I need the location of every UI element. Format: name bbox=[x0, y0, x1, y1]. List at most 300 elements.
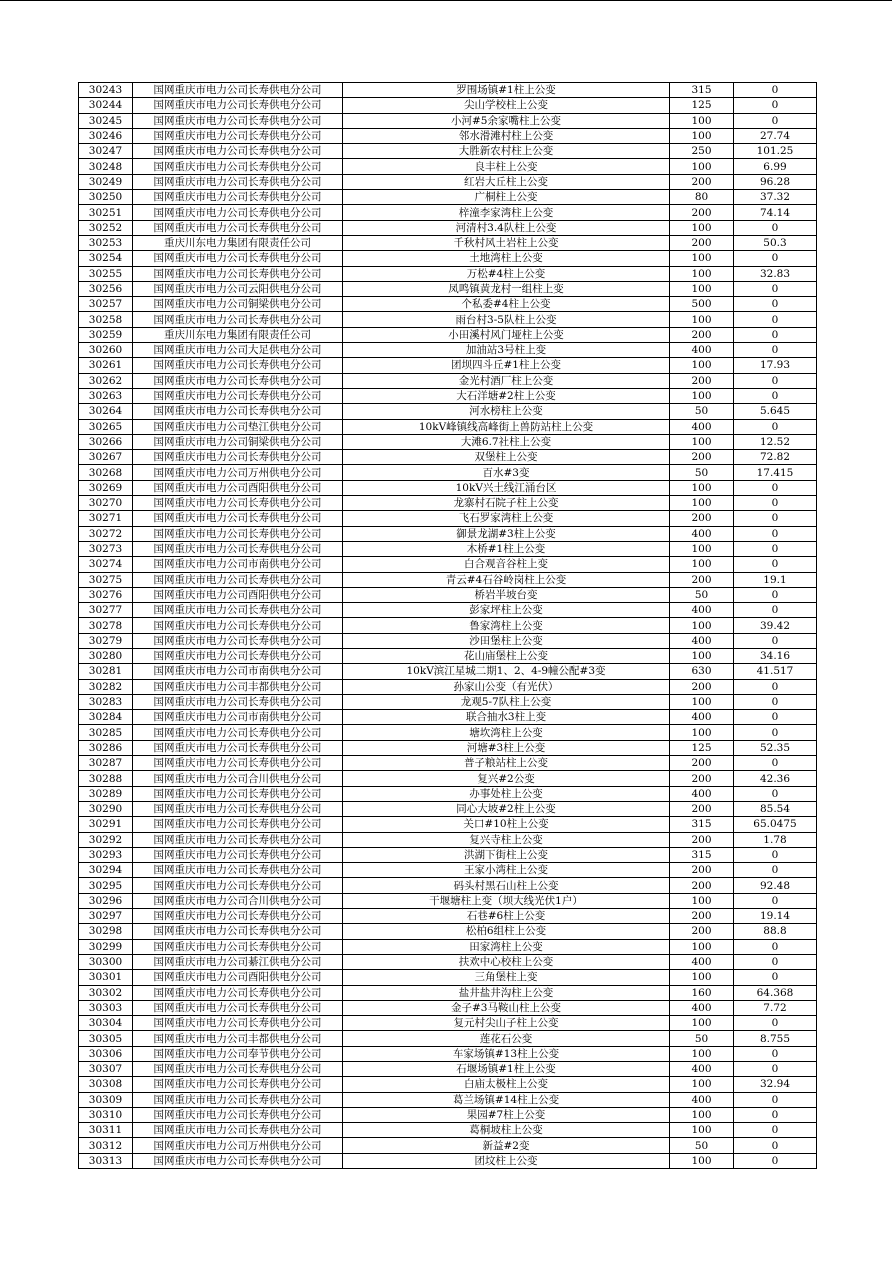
company-cell: 国网重庆市电力公司长寿供电分公司 bbox=[133, 98, 343, 113]
capacity-cell: 100 bbox=[670, 541, 734, 556]
value-cell: 0 bbox=[734, 327, 817, 342]
value-cell: 27.74 bbox=[734, 128, 817, 143]
company-cell: 国网重庆市电力公司长寿供电分公司 bbox=[133, 1077, 343, 1092]
table-row bbox=[79, 954, 817, 969]
value-cell: 0 bbox=[734, 251, 817, 266]
value-cell: 0 bbox=[734, 312, 817, 327]
capacity-cell: 100 bbox=[670, 893, 734, 908]
value-cell: 0 bbox=[734, 343, 817, 358]
row-id-cell: 30249 bbox=[79, 174, 133, 189]
table-row bbox=[79, 817, 817, 832]
row-id-cell: 30308 bbox=[79, 1077, 133, 1092]
row-id-cell: 30251 bbox=[79, 205, 133, 220]
company-cell: 国网重庆市电力公司长寿供电分公司 bbox=[133, 1153, 343, 1168]
table-row bbox=[79, 664, 817, 679]
transformer-name-cell: 青云#4石谷岭岗柱上公变 bbox=[343, 572, 670, 587]
value-cell: 0 bbox=[734, 1046, 817, 1061]
table-row bbox=[79, 557, 817, 572]
company-cell: 国网重庆市电力公司云阳供电分公司 bbox=[133, 281, 343, 296]
row-id-cell: 30290 bbox=[79, 801, 133, 816]
value-cell: 0 bbox=[734, 113, 817, 128]
transformer-name-cell: 梓潼李家湾柱上公变 bbox=[343, 205, 670, 220]
value-cell: 19.14 bbox=[734, 909, 817, 924]
table-row bbox=[79, 281, 817, 296]
transformer-name-cell: 团坝四斗丘#1柱上公变 bbox=[343, 358, 670, 373]
transformer-name-cell: 彭家坪柱上公变 bbox=[343, 603, 670, 618]
row-id-cell: 30243 bbox=[79, 83, 133, 98]
capacity-cell: 50 bbox=[670, 1138, 734, 1153]
row-id-cell: 30246 bbox=[79, 128, 133, 143]
capacity-cell: 100 bbox=[670, 128, 734, 143]
company-cell: 国网重庆市电力公司合川供电分公司 bbox=[133, 771, 343, 786]
value-cell: 0 bbox=[734, 281, 817, 296]
table-row bbox=[79, 251, 817, 266]
transformer-name-cell: 田家湾柱上公变 bbox=[343, 939, 670, 954]
table-row bbox=[79, 98, 817, 113]
transformer-name-cell: 罗围场镇#1柱上公变 bbox=[343, 83, 670, 98]
row-id-cell: 30264 bbox=[79, 404, 133, 419]
company-cell: 国网重庆市电力公司长寿供电分公司 bbox=[133, 404, 343, 419]
value-cell: 17.415 bbox=[734, 465, 817, 480]
row-id-cell: 30277 bbox=[79, 603, 133, 618]
transformer-name-cell: 沙田堡柱上公变 bbox=[343, 633, 670, 648]
value-cell: 0 bbox=[734, 83, 817, 98]
company-cell: 国网重庆市电力公司铜梁供电分公司 bbox=[133, 434, 343, 449]
row-id-cell: 30288 bbox=[79, 771, 133, 786]
capacity-cell: 200 bbox=[670, 205, 734, 220]
value-cell: 0 bbox=[734, 847, 817, 862]
transformer-name-cell: 码头村黑石山柱上公变 bbox=[343, 878, 670, 893]
value-cell: 96.28 bbox=[734, 174, 817, 189]
table-row bbox=[79, 1123, 817, 1138]
transformer-name-cell: 河清村3.4队柱上公变 bbox=[343, 220, 670, 235]
value-cell: 0 bbox=[734, 694, 817, 709]
substation-table bbox=[78, 82, 817, 1169]
capacity-cell: 125 bbox=[670, 98, 734, 113]
table-row bbox=[79, 1000, 817, 1015]
transformer-name-cell: 同心大坡#2柱上公变 bbox=[343, 801, 670, 816]
table-row bbox=[79, 343, 817, 358]
transformer-name-cell: 龙寨村石院子柱上公变 bbox=[343, 496, 670, 511]
row-id-cell: 30302 bbox=[79, 985, 133, 1000]
value-cell: 0 bbox=[734, 954, 817, 969]
row-id-cell: 30309 bbox=[79, 1092, 133, 1107]
value-cell: 32.94 bbox=[734, 1077, 817, 1092]
company-cell: 国网重庆市电力公司长寿供电分公司 bbox=[133, 603, 343, 618]
capacity-cell: 315 bbox=[670, 817, 734, 832]
row-id-cell: 30299 bbox=[79, 939, 133, 954]
company-cell: 国网重庆市电力公司长寿供电分公司 bbox=[133, 786, 343, 801]
company-cell: 国网重庆市电力公司丰都供电分公司 bbox=[133, 679, 343, 694]
value-cell: 0 bbox=[734, 939, 817, 954]
capacity-cell: 100 bbox=[670, 251, 734, 266]
company-cell: 重庆川东电力集团有限责任公司 bbox=[133, 327, 343, 342]
capacity-cell: 400 bbox=[670, 603, 734, 618]
value-cell: 65.0475 bbox=[734, 817, 817, 832]
company-cell: 国网重庆市电力公司奉节供电分公司 bbox=[133, 1046, 343, 1061]
transformer-name-cell: 三角堡柱上变 bbox=[343, 970, 670, 985]
transformer-name-cell: 10kV滨江星城二期1、2、4-9幢公配#3变 bbox=[343, 664, 670, 679]
table-row bbox=[79, 603, 817, 618]
capacity-cell: 50 bbox=[670, 1031, 734, 1046]
row-id-cell: 30275 bbox=[79, 572, 133, 587]
row-id-cell: 30268 bbox=[79, 465, 133, 480]
row-id-cell: 30279 bbox=[79, 633, 133, 648]
company-cell: 国网重庆市电力公司长寿供电分公司 bbox=[133, 113, 343, 128]
capacity-cell: 100 bbox=[670, 725, 734, 740]
company-cell: 国网重庆市电力公司长寿供电分公司 bbox=[133, 756, 343, 771]
company-cell: 国网重庆市电力公司长寿供电分公司 bbox=[133, 496, 343, 511]
company-cell: 重庆川东电力集团有限责任公司 bbox=[133, 235, 343, 250]
value-cell: 0 bbox=[734, 1138, 817, 1153]
transformer-name-cell: 扶欢中心校柱上公变 bbox=[343, 954, 670, 969]
transformer-name-cell: 红岩大丘柱上公变 bbox=[343, 174, 670, 189]
capacity-cell: 100 bbox=[670, 358, 734, 373]
company-cell: 国网重庆市电力公司大足供电分公司 bbox=[133, 343, 343, 358]
transformer-name-cell: 千秋村风土岩柱上公变 bbox=[343, 235, 670, 250]
row-id-cell: 30313 bbox=[79, 1153, 133, 1168]
value-cell: 5.645 bbox=[734, 404, 817, 419]
table-row bbox=[79, 220, 817, 235]
transformer-name-cell: 河塘#3柱上公变 bbox=[343, 740, 670, 755]
table-row bbox=[79, 939, 817, 954]
capacity-cell: 100 bbox=[670, 1016, 734, 1031]
company-cell: 国网重庆市电力公司长寿供电分公司 bbox=[133, 251, 343, 266]
value-cell: 0 bbox=[734, 496, 817, 511]
page-top-rule bbox=[0, 0, 892, 1]
table-row bbox=[79, 909, 817, 924]
transformer-name-cell: 10kV峰镇线高峰街上兽防站柱上公变 bbox=[343, 419, 670, 434]
transformer-name-cell: 土地湾柱上公变 bbox=[343, 251, 670, 266]
table-row bbox=[79, 327, 817, 342]
row-id-cell: 30297 bbox=[79, 909, 133, 924]
table-row bbox=[79, 541, 817, 556]
transformer-name-cell: 车家场镇#13柱上公变 bbox=[343, 1046, 670, 1061]
value-cell: 0 bbox=[734, 1092, 817, 1107]
row-id-cell: 30298 bbox=[79, 924, 133, 939]
table-row bbox=[79, 174, 817, 189]
row-id-cell: 30271 bbox=[79, 511, 133, 526]
row-id-cell: 30263 bbox=[79, 388, 133, 403]
company-cell: 国网重庆市电力公司长寿供电分公司 bbox=[133, 190, 343, 205]
company-cell: 国网重庆市电力公司长寿供电分公司 bbox=[133, 526, 343, 541]
value-cell: 0 bbox=[734, 1062, 817, 1077]
row-id-cell: 30303 bbox=[79, 1000, 133, 1015]
capacity-cell: 100 bbox=[670, 496, 734, 511]
value-cell: 0 bbox=[734, 1107, 817, 1122]
table-row bbox=[79, 893, 817, 908]
table-row bbox=[79, 878, 817, 893]
row-id-cell: 30296 bbox=[79, 893, 133, 908]
transformer-name-cell: 鲁家湾柱上公变 bbox=[343, 618, 670, 633]
transformer-name-cell: 盐井盐井沟柱上公变 bbox=[343, 985, 670, 1000]
company-cell: 国网重庆市电力公司綦江供电分公司 bbox=[133, 954, 343, 969]
table-row bbox=[79, 725, 817, 740]
transformer-name-cell: 松柏6组柱上公变 bbox=[343, 924, 670, 939]
capacity-cell: 50 bbox=[670, 587, 734, 602]
transformer-name-cell: 小河#5余家嘴柱上公变 bbox=[343, 113, 670, 128]
capacity-cell: 100 bbox=[670, 113, 734, 128]
value-cell: 92.48 bbox=[734, 878, 817, 893]
value-cell: 0 bbox=[734, 98, 817, 113]
row-id-cell: 30306 bbox=[79, 1046, 133, 1061]
company-cell: 国网重庆市电力公司长寿供电分公司 bbox=[133, 373, 343, 388]
company-cell: 国网重庆市电力公司长寿供电分公司 bbox=[133, 159, 343, 174]
row-id-cell: 30276 bbox=[79, 587, 133, 602]
row-id-cell: 30274 bbox=[79, 557, 133, 572]
capacity-cell: 200 bbox=[670, 327, 734, 342]
value-cell: 1.78 bbox=[734, 832, 817, 847]
row-id-cell: 30258 bbox=[79, 312, 133, 327]
transformer-name-cell: 尖山学校柱上公变 bbox=[343, 98, 670, 113]
value-cell: 0 bbox=[734, 297, 817, 312]
row-id-cell: 30300 bbox=[79, 954, 133, 969]
row-id-cell: 30256 bbox=[79, 281, 133, 296]
company-cell: 国网重庆市电力公司长寿供电分公司 bbox=[133, 220, 343, 235]
capacity-cell: 200 bbox=[670, 801, 734, 816]
value-cell: 6.99 bbox=[734, 159, 817, 174]
capacity-cell: 100 bbox=[670, 694, 734, 709]
company-cell: 国网重庆市电力公司长寿供电分公司 bbox=[133, 450, 343, 465]
value-cell: 34.16 bbox=[734, 648, 817, 663]
capacity-cell: 400 bbox=[670, 1062, 734, 1077]
value-cell: 74.14 bbox=[734, 205, 817, 220]
capacity-cell: 200 bbox=[670, 924, 734, 939]
capacity-cell: 160 bbox=[670, 985, 734, 1000]
transformer-name-cell: 桥岩半坡台变 bbox=[343, 587, 670, 602]
capacity-cell: 100 bbox=[670, 1077, 734, 1092]
table-row bbox=[79, 832, 817, 847]
row-id-cell: 30270 bbox=[79, 496, 133, 511]
table-row bbox=[79, 694, 817, 709]
company-cell: 国网重庆市电力公司长寿供电分公司 bbox=[133, 511, 343, 526]
row-id-cell: 30283 bbox=[79, 694, 133, 709]
transformer-name-cell: 办事处柱上公变 bbox=[343, 786, 670, 801]
transformer-name-cell: 个私委#4柱上公变 bbox=[343, 297, 670, 312]
company-cell: 国网重庆市电力公司长寿供电分公司 bbox=[133, 909, 343, 924]
table-row bbox=[79, 786, 817, 801]
row-id-cell: 30282 bbox=[79, 679, 133, 694]
table-row bbox=[79, 159, 817, 174]
company-cell: 国网重庆市电力公司长寿供电分公司 bbox=[133, 266, 343, 281]
company-cell: 国网重庆市电力公司长寿供电分公司 bbox=[133, 847, 343, 862]
row-id-cell: 30304 bbox=[79, 1016, 133, 1031]
company-cell: 国网重庆市电力公司万州供电分公司 bbox=[133, 465, 343, 480]
capacity-cell: 200 bbox=[670, 756, 734, 771]
row-id-cell: 30254 bbox=[79, 251, 133, 266]
table-row bbox=[79, 1138, 817, 1153]
transformer-name-cell: 金子#3马鞍山柱上公变 bbox=[343, 1000, 670, 1015]
capacity-cell: 315 bbox=[670, 847, 734, 862]
capacity-cell: 200 bbox=[670, 174, 734, 189]
company-cell: 国网重庆市电力公司长寿供电分公司 bbox=[133, 832, 343, 847]
value-cell: 0 bbox=[734, 388, 817, 403]
company-cell: 国网重庆市电力公司长寿供电分公司 bbox=[133, 1107, 343, 1122]
company-cell: 国网重庆市电力公司长寿供电分公司 bbox=[133, 648, 343, 663]
capacity-cell: 100 bbox=[670, 939, 734, 954]
value-cell: 0 bbox=[734, 587, 817, 602]
table-row bbox=[79, 648, 817, 663]
transformer-name-cell: 白合观音谷柱上变 bbox=[343, 557, 670, 572]
transformer-name-cell: 木桥#1柱上公变 bbox=[343, 541, 670, 556]
row-id-cell: 30281 bbox=[79, 664, 133, 679]
value-cell: 0 bbox=[734, 526, 817, 541]
row-id-cell: 30294 bbox=[79, 863, 133, 878]
capacity-cell: 100 bbox=[670, 1123, 734, 1138]
transformer-name-cell: 石巷#6柱上公变 bbox=[343, 909, 670, 924]
table-row bbox=[79, 266, 817, 281]
transformer-name-cell: 干堰塘柱上变（坝大线光伏1户） bbox=[343, 893, 670, 908]
row-id-cell: 30295 bbox=[79, 878, 133, 893]
company-cell: 国网重庆市电力公司长寿供电分公司 bbox=[133, 1123, 343, 1138]
table-row bbox=[79, 679, 817, 694]
row-id-cell: 30244 bbox=[79, 98, 133, 113]
value-cell: 0 bbox=[734, 863, 817, 878]
transformer-name-cell: 广桐柱上公变 bbox=[343, 190, 670, 205]
capacity-cell: 400 bbox=[670, 633, 734, 648]
capacity-cell: 250 bbox=[670, 144, 734, 159]
capacity-cell: 200 bbox=[670, 878, 734, 893]
capacity-cell: 100 bbox=[670, 281, 734, 296]
table-row bbox=[79, 465, 817, 480]
table-body bbox=[79, 83, 817, 1169]
capacity-cell: 100 bbox=[670, 1046, 734, 1061]
value-cell: 0 bbox=[734, 419, 817, 434]
transformer-name-cell: 万松#4柱上公变 bbox=[343, 266, 670, 281]
company-cell: 国网重庆市电力公司铜梁供电分公司 bbox=[133, 297, 343, 312]
capacity-cell: 400 bbox=[670, 419, 734, 434]
table-row bbox=[79, 1092, 817, 1107]
row-id-cell: 30272 bbox=[79, 526, 133, 541]
capacity-cell: 200 bbox=[670, 832, 734, 847]
transformer-name-cell: 龙观5-7队柱上公变 bbox=[343, 694, 670, 709]
transformer-name-cell: 葛兰场镇#14柱上公变 bbox=[343, 1092, 670, 1107]
table-row bbox=[79, 740, 817, 755]
table-row bbox=[79, 924, 817, 939]
company-cell: 国网重庆市电力公司长寿供电分公司 bbox=[133, 1062, 343, 1077]
capacity-cell: 100 bbox=[670, 266, 734, 281]
value-cell: 8.755 bbox=[734, 1031, 817, 1046]
transformer-name-cell: 团坟柱上公变 bbox=[343, 1153, 670, 1168]
capacity-cell: 125 bbox=[670, 740, 734, 755]
company-cell: 国网重庆市电力公司合川供电分公司 bbox=[133, 893, 343, 908]
transformer-name-cell: 白庙太极柱上公变 bbox=[343, 1077, 670, 1092]
company-cell: 国网重庆市电力公司长寿供电分公司 bbox=[133, 878, 343, 893]
row-id-cell: 30257 bbox=[79, 297, 133, 312]
value-cell: 0 bbox=[734, 557, 817, 572]
value-cell: 39.42 bbox=[734, 618, 817, 633]
capacity-cell: 100 bbox=[670, 1107, 734, 1122]
transformer-name-cell: 新益#2变 bbox=[343, 1138, 670, 1153]
value-cell: 17.93 bbox=[734, 358, 817, 373]
capacity-cell: 200 bbox=[670, 511, 734, 526]
company-cell: 国网重庆市电力公司长寿供电分公司 bbox=[133, 939, 343, 954]
transformer-name-cell: 王家小湾柱上公变 bbox=[343, 863, 670, 878]
row-id-cell: 30262 bbox=[79, 373, 133, 388]
table-row bbox=[79, 144, 817, 159]
company-cell: 国网重庆市电力公司长寿供电分公司 bbox=[133, 694, 343, 709]
table-row bbox=[79, 511, 817, 526]
company-cell: 国网重庆市电力公司丰都供电分公司 bbox=[133, 1031, 343, 1046]
company-cell: 国网重庆市电力公司长寿供电分公司 bbox=[133, 358, 343, 373]
row-id-cell: 30278 bbox=[79, 618, 133, 633]
transformer-name-cell: 复兴寺柱上公变 bbox=[343, 832, 670, 847]
capacity-cell: 100 bbox=[670, 220, 734, 235]
transformer-name-cell: 御景龙湖#3柱上公变 bbox=[343, 526, 670, 541]
capacity-cell: 200 bbox=[670, 373, 734, 388]
company-cell: 国网重庆市电力公司长寿供电分公司 bbox=[133, 801, 343, 816]
company-cell: 国网重庆市电力公司长寿供电分公司 bbox=[133, 924, 343, 939]
row-id-cell: 30291 bbox=[79, 817, 133, 832]
value-cell: 0 bbox=[734, 1153, 817, 1168]
table-row bbox=[79, 419, 817, 434]
row-id-cell: 30292 bbox=[79, 832, 133, 847]
transformer-name-cell: 葛桐坡柱上公变 bbox=[343, 1123, 670, 1138]
value-cell: 88.8 bbox=[734, 924, 817, 939]
table-row bbox=[79, 756, 817, 771]
value-cell: 101.25 bbox=[734, 144, 817, 159]
transformer-name-cell: 金光村酒厂柱上公变 bbox=[343, 373, 670, 388]
value-cell: 0 bbox=[734, 970, 817, 985]
value-cell: 0 bbox=[734, 893, 817, 908]
table-row bbox=[79, 388, 817, 403]
row-id-cell: 30310 bbox=[79, 1107, 133, 1122]
row-id-cell: 30245 bbox=[79, 113, 133, 128]
capacity-cell: 200 bbox=[670, 909, 734, 924]
transformer-name-cell: 关口#10柱上公变 bbox=[343, 817, 670, 832]
row-id-cell: 30259 bbox=[79, 327, 133, 342]
row-id-cell: 30273 bbox=[79, 541, 133, 556]
value-cell: 19.1 bbox=[734, 572, 817, 587]
capacity-cell: 200 bbox=[670, 679, 734, 694]
table-row bbox=[79, 404, 817, 419]
capacity-cell: 50 bbox=[670, 404, 734, 419]
row-id-cell: 30255 bbox=[79, 266, 133, 281]
value-cell: 0 bbox=[734, 511, 817, 526]
transformer-name-cell: 普子粮站柱上公变 bbox=[343, 756, 670, 771]
value-cell: 41.517 bbox=[734, 664, 817, 679]
row-id-cell: 30280 bbox=[79, 648, 133, 663]
transformer-name-cell: 百水#3变 bbox=[343, 465, 670, 480]
capacity-cell: 80 bbox=[670, 190, 734, 205]
table-row bbox=[79, 1031, 817, 1046]
company-cell: 国网重庆市电力公司长寿供电分公司 bbox=[133, 863, 343, 878]
table-row bbox=[79, 113, 817, 128]
value-cell: 32.83 bbox=[734, 266, 817, 281]
company-cell: 国网重庆市电力公司垫江供电分公司 bbox=[133, 419, 343, 434]
row-id-cell: 30260 bbox=[79, 343, 133, 358]
capacity-cell: 400 bbox=[670, 343, 734, 358]
row-id-cell: 30287 bbox=[79, 756, 133, 771]
table-row bbox=[79, 633, 817, 648]
value-cell: 0 bbox=[734, 725, 817, 740]
row-id-cell: 30250 bbox=[79, 190, 133, 205]
table-row bbox=[79, 235, 817, 250]
value-cell: 85.54 bbox=[734, 801, 817, 816]
capacity-cell: 315 bbox=[670, 83, 734, 98]
value-cell: 7.72 bbox=[734, 1000, 817, 1015]
capacity-cell: 100 bbox=[670, 557, 734, 572]
row-id-cell: 30252 bbox=[79, 220, 133, 235]
capacity-cell: 100 bbox=[670, 480, 734, 495]
transformer-name-cell: 小田溪村风门垭柱上公变 bbox=[343, 327, 670, 342]
table-row bbox=[79, 618, 817, 633]
row-id-cell: 30261 bbox=[79, 358, 133, 373]
row-id-cell: 30248 bbox=[79, 159, 133, 174]
capacity-cell: 200 bbox=[670, 863, 734, 878]
company-cell: 国网重庆市电力公司酉阳供电分公司 bbox=[133, 970, 343, 985]
value-cell: 50.3 bbox=[734, 235, 817, 250]
